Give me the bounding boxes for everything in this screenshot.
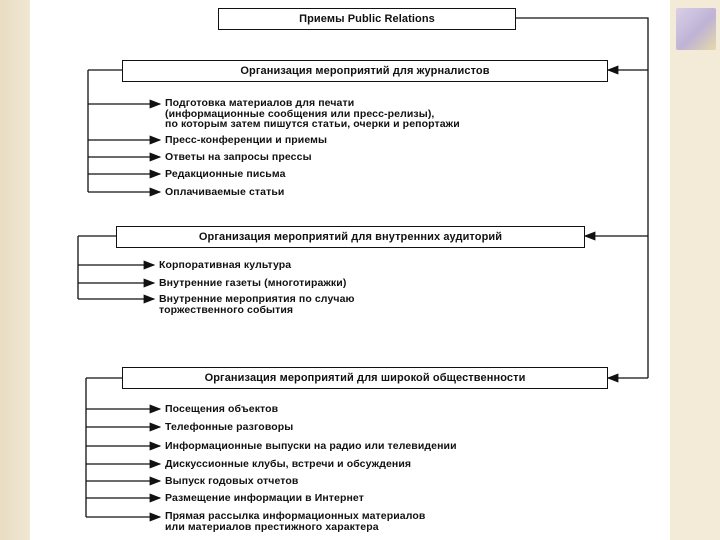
group-2-box: [116, 226, 585, 248]
group-3-item: Выпуск годовых отчетов: [165, 475, 299, 487]
group-1-item: Пресс-конференции и приемы: [165, 134, 328, 146]
group-2-title: Организация мероприятий для внутренних аудиторий: [198, 231, 503, 243]
group-3-item: Прямая рассылка информационных материалов или материалов престижного характера: [165, 510, 426, 533]
group-3-box: [122, 367, 608, 389]
diagram-title: Приемы Public Relations: [299, 13, 435, 25]
group-1-item: Подготовка материалов для печати (информационные сообщения или пресс-релизы), по которым затем пишутся статьи, очерки и репортажи: [165, 97, 460, 130]
group-1-item: Редакционные письма: [165, 168, 286, 180]
group-3-item: Дискуссионные клубы, встречи и обсуждения: [165, 458, 412, 470]
diagram-title-box: [218, 8, 516, 30]
group-2-item: Корпоративная культура: [159, 259, 292, 271]
group-2-item: Внутренние газеты (многотиражки): [159, 277, 347, 289]
group-3-item: Информационные выпуски на радио или телевидении: [165, 440, 457, 452]
group-1-title: Организация мероприятий для журналистов: [240, 65, 490, 77]
group-3-item: Размещение информации в Интернет: [165, 492, 364, 504]
group-2-item: Внутренние мероприятия по случаю торжественного события: [159, 293, 355, 316]
group-1-item: Оплачиваемые статьи: [165, 186, 285, 198]
group-3-item: Телефонные разговоры: [165, 421, 294, 433]
group-1-box: [122, 60, 608, 82]
group-3-item: Посещения объектов: [165, 403, 279, 415]
group-1-item: Ответы на запросы прессы: [165, 151, 312, 163]
group-3-title: Организация мероприятий для широкой общественности: [204, 372, 526, 384]
